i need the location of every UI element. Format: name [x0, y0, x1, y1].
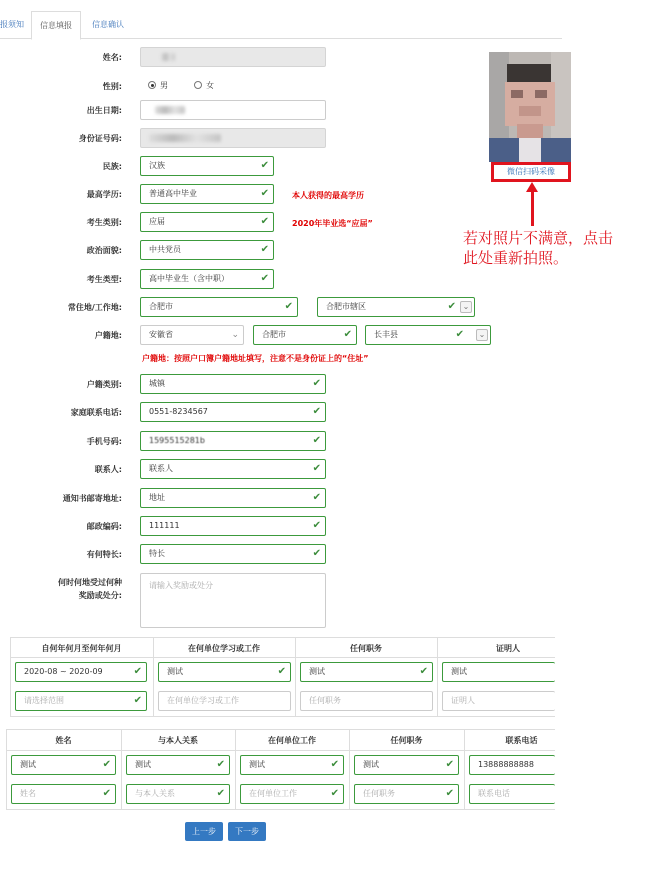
home-phone-value: 0551-8234567 [149, 407, 208, 416]
family-relation-value: 测试 [135, 760, 151, 769]
gender-label: 性别: [102, 82, 122, 91]
birth-field[interactable] [140, 100, 326, 120]
mail-address-value: 地址 [149, 493, 165, 502]
family-phone-value: 13888888888 [478, 760, 534, 769]
mobile-label: 手机号码: [86, 437, 122, 446]
resume-period-value: 2020-08 ~ 2020-09 [24, 667, 103, 676]
check-icon: ✔ [455, 329, 464, 340]
name-field[interactable] [140, 47, 326, 67]
tab-notice[interactable]: 报须知 [0, 20, 24, 29]
gender-male-radio[interactable] [148, 81, 156, 89]
check-icon: ✔ [216, 788, 225, 799]
resume-header-witness: 证明人 [496, 644, 520, 653]
resume-unit-placeholder: 在何单位学习或工作 [167, 696, 239, 705]
prev-step-button[interactable]: 上一步 [185, 822, 223, 841]
home-phone-label: 家庭联系电话: [70, 408, 122, 417]
check-icon: ✔ [133, 695, 142, 706]
resume-period-field[interactable] [15, 662, 147, 682]
family-phone-input[interactable] [469, 784, 555, 804]
contact-value: 联系人 [149, 464, 173, 473]
political-value: 中共党员 [149, 245, 181, 254]
check-icon: ✔ [260, 160, 269, 171]
check-icon: ✔ [312, 548, 321, 559]
idcard-label: 身份证号码: [78, 134, 122, 143]
table-border [10, 637, 555, 638]
arrow-line [531, 186, 534, 226]
awards-textarea[interactable]: 请输入奖励或处分 [140, 573, 326, 628]
hukou-type-select[interactable] [140, 374, 326, 394]
resume-unit-field[interactable] [158, 662, 291, 682]
family-header-unit: 在何单位工作 [268, 736, 316, 745]
check-icon: ✔ [260, 216, 269, 227]
check-icon: ✔ [260, 273, 269, 284]
family-header-name: 姓名 [55, 736, 72, 745]
table-border [6, 809, 555, 810]
candidate-type-value: 高中毕业生（含中职） [149, 274, 229, 283]
check-icon: ✔ [102, 788, 111, 799]
family-position-value: 测试 [363, 760, 379, 769]
family-name-field[interactable] [11, 755, 116, 775]
pixelated-face-image [489, 52, 571, 162]
check-icon: ✔ [312, 520, 321, 531]
education-note: 本人获得的最高学历 [292, 191, 364, 200]
family-header-relation: 与本人关系 [158, 736, 198, 745]
hukou-city-select[interactable] [253, 325, 357, 345]
check-icon: ✔ [260, 188, 269, 199]
check-icon: ✔ [312, 492, 321, 503]
family-header-position: 任何职务 [390, 736, 423, 745]
check-icon: ✔ [445, 788, 454, 799]
tab-info-confirm[interactable]: 信息确认 [92, 20, 124, 29]
resume-header-position: 任何职务 [350, 644, 382, 653]
nation-label: 民族: [102, 162, 122, 171]
table-border [6, 750, 555, 751]
hukou-province-value: 安徽省 [149, 330, 173, 339]
family-position-field[interactable] [354, 755, 459, 775]
resume-position-field[interactable] [300, 662, 433, 682]
awards-label-line2: 奖励或处分: [78, 591, 122, 600]
resume-header-period: 自何年何月至何年何月 [41, 644, 122, 653]
check-icon: ✔ [260, 244, 269, 255]
check-icon: ✔ [284, 301, 293, 312]
candidate-type-select[interactable] [140, 269, 274, 289]
residence-district-value: 合肥市辖区 [326, 302, 366, 311]
resume-witness-value: 测试 [451, 667, 467, 676]
check-icon: ✔ [312, 463, 321, 474]
gender-male-label: 男 [160, 81, 168, 90]
idcard-field[interactable] [140, 128, 326, 148]
hukou-note: 户籍地：按照户口簿户籍地址填写，注意不是身份证上的“住址” [142, 354, 369, 363]
family-name-value: 测试 [20, 760, 36, 769]
redacted-blur [155, 106, 185, 114]
residence-city-select[interactable] [140, 297, 298, 317]
family-name-input[interactable] [11, 784, 116, 804]
postcode-label: 邮政编码: [86, 522, 122, 531]
annotation-text: 若对照片不满意，点击 此处重新拍照。 [463, 229, 614, 267]
hukou-type-label: 户籍类别: [86, 380, 122, 389]
residence-label: 常住地/工作地: [67, 303, 122, 312]
family-phone-field[interactable] [469, 755, 555, 775]
resume-witness-placeholder: 证明人 [451, 696, 475, 705]
resume-witness-input[interactable] [442, 691, 555, 711]
family-relation-placeholder: 与本人关系 [135, 789, 175, 798]
awards-label-line1: 何时何地受过何种 [58, 578, 122, 587]
specialty-field[interactable] [140, 544, 326, 564]
home-phone-field[interactable] [140, 402, 326, 422]
mobile-value: 1595515281b [149, 436, 205, 445]
gender-female-label: 女 [206, 81, 214, 90]
candidate-type-label: 考生类型: [86, 275, 122, 284]
candidate-category-label: 考生类别: [86, 218, 122, 227]
check-icon: ✔ [419, 666, 428, 677]
resume-header-unit: 在何单位学习或工作 [188, 644, 260, 653]
wechat-photo-capture-link[interactable]: 微信扫码采像 [491, 162, 571, 182]
resume-period-range-picker[interactable] [15, 691, 147, 711]
resume-position-placeholder: 任何职务 [309, 696, 341, 705]
contact-field[interactable] [140, 459, 326, 479]
table-border [10, 716, 555, 717]
family-unit-field[interactable] [240, 755, 344, 775]
candidate-category-value: 应届 [149, 217, 165, 226]
resume-position-input[interactable] [300, 691, 433, 711]
specialty-value: 特长 [149, 549, 165, 558]
check-icon: ✔ [343, 329, 352, 340]
check-icon: ✔ [330, 759, 339, 770]
chevron-down-icon: ⌄ [231, 330, 239, 340]
resume-witness-field[interactable] [442, 662, 555, 682]
family-phone-placeholder: 联系电话 [478, 789, 510, 798]
postcode-field[interactable] [140, 516, 326, 536]
residence-district-select[interactable] [317, 297, 475, 317]
check-icon: ✔ [312, 378, 321, 389]
check-icon: ✔ [102, 759, 111, 770]
hukou-county-value: 长丰县 [374, 330, 398, 339]
tab-bar [0, 11, 562, 39]
check-icon: ✔ [277, 666, 286, 677]
check-icon: ✔ [312, 406, 321, 417]
hukou-type-value: 城镇 [149, 379, 165, 388]
family-position-input[interactable] [354, 784, 459, 804]
check-icon: ✔ [447, 301, 456, 312]
redacted-blur [161, 53, 175, 61]
education-value: 普通高中毕业 [149, 189, 197, 198]
check-icon: ✔ [312, 435, 321, 446]
education-select[interactable] [140, 184, 274, 204]
resume-unit-value: 测试 [167, 667, 183, 676]
family-relation-input[interactable] [126, 784, 230, 804]
candidate-category-select[interactable] [140, 212, 274, 232]
next-step-button[interactable]: 下一步 [228, 822, 266, 841]
name-label: 姓名: [102, 53, 122, 62]
mobile-field[interactable] [140, 431, 326, 451]
resume-unit-input[interactable] [158, 691, 291, 711]
family-unit-value: 测试 [249, 760, 265, 769]
education-label: 最高学历: [86, 190, 122, 199]
resume-position-value: 测试 [309, 667, 325, 676]
family-position-placeholder: 任何职务 [363, 789, 395, 798]
tab-info-fill[interactable]: 信息填报 [31, 11, 81, 40]
check-icon: ✔ [330, 788, 339, 799]
hukou-city-value: 合肥市 [262, 330, 286, 339]
chevron-down-icon: ⌄ [460, 301, 472, 313]
hukou-county-select[interactable] [365, 325, 491, 345]
family-unit-placeholder: 在何单位工作 [249, 789, 297, 798]
family-unit-input[interactable] [240, 784, 344, 804]
family-header-phone: 联系电话 [505, 736, 538, 745]
mail-address-field[interactable] [140, 488, 326, 508]
check-icon: ✔ [216, 759, 225, 770]
applicant-photo [489, 52, 571, 162]
residence-city-value: 合肥市 [149, 302, 173, 311]
table-border [6, 729, 555, 730]
political-label: 政治面貌: [86, 246, 122, 255]
political-select[interactable] [140, 240, 274, 260]
chevron-down-icon: ⌄ [476, 329, 488, 341]
candidate-category-note: 2020年毕业选“应届” [292, 219, 373, 228]
family-relation-field[interactable] [126, 755, 230, 775]
gender-female-radio[interactable] [194, 81, 202, 89]
nation-value: 汉族 [149, 161, 165, 170]
birth-label: 出生日期: [86, 106, 122, 115]
check-icon: ✔ [133, 666, 142, 677]
family-name-placeholder: 姓名 [20, 789, 36, 798]
hukou-label: 户籍地: [94, 331, 122, 340]
contact-label: 联系人: [94, 465, 122, 474]
resume-period-placeholder: 请选择范围 [24, 696, 64, 705]
table-border [10, 657, 555, 658]
hukou-province-select[interactable] [140, 325, 244, 345]
check-icon: ✔ [445, 759, 454, 770]
nation-select[interactable] [140, 156, 274, 176]
mail-address-label: 通知书邮寄地址: [62, 494, 122, 503]
redacted-blur [149, 134, 221, 142]
postcode-value: 111111 [149, 521, 180, 530]
specialty-label: 有何特长: [86, 550, 122, 559]
